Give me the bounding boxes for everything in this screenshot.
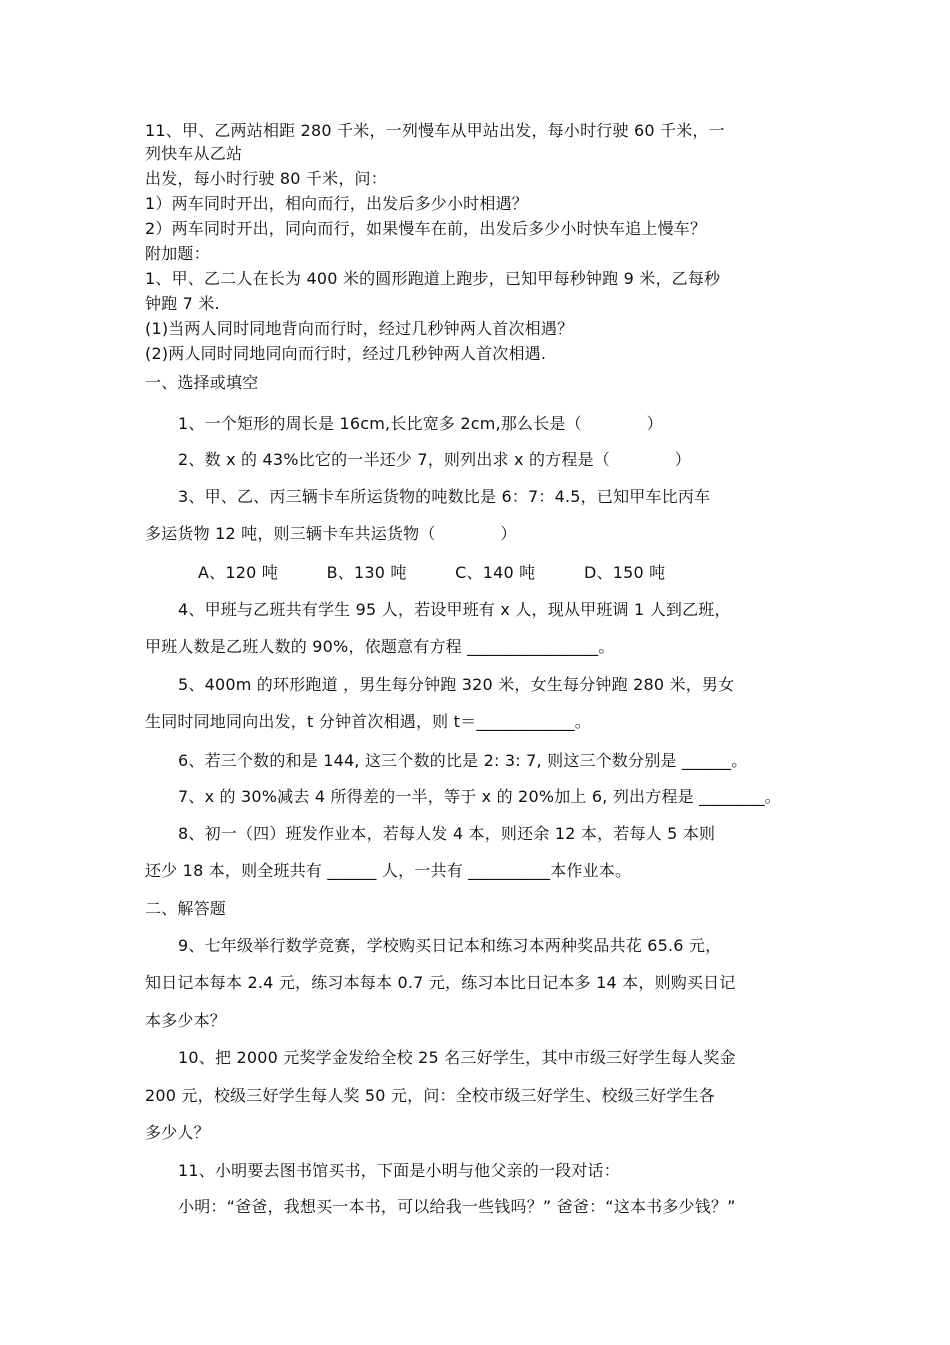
- q9-line-3: 本多少本？: [145, 1011, 227, 1030]
- q10-line-2: 200 元，校级三好学生每人奖 50 元，问：全校市级三好学生、校级三好学生各: [145, 1086, 715, 1105]
- q2-line: 2、数 x 的 43%比它的一半还少 7，则列出求 x 的方程是（ ）: [178, 450, 691, 469]
- bonus-1-line-1: 1、甲、乙二人在长为 400 米的圆形跑道上跑步，已知甲每秒钟跑 9 米，乙每秒: [145, 269, 721, 288]
- q4-line-1: 4、甲班与乙班共有学生 95 人，若设甲班有 x 人，现从甲班调 1 人到乙班，: [178, 600, 731, 619]
- q9-line-1: 9、七年级举行数学竞赛，学校购买日记本和练习本两种奖品共花 65.6 元，: [178, 936, 722, 955]
- bonus-1-question-1: (1)当两人同时同地背向而行时，经过几秒钟两人首次相遇？: [145, 319, 574, 338]
- problem-11-line-3: 出发，每小时行驶 80 千米，问：: [145, 169, 387, 188]
- bonus-heading: 附加题：: [145, 244, 210, 263]
- section-2-heading: 二、解答题: [145, 899, 227, 918]
- q4-line-2: 甲班人数是乙班人数的 90%，依题意有方程 ________________。: [145, 637, 615, 656]
- q5-line-1: 5、400m 的环形跑道 ，男生每分钟跑 320 米，女生每分钟跑 280 米，男女: [178, 675, 735, 694]
- q8-line-1: 8、初一（四）班发作业本，若每人发 4 本，则还余 12 本，若每人 5 本则: [178, 824, 716, 843]
- section-1-heading: 一、选择或填空: [145, 373, 259, 392]
- bonus-1-question-2: (2)两人同时同地同向而行时，经过几秒钟两人首次相遇.: [145, 344, 547, 363]
- problem-11-question-2: 2）两车同时开出，同向而行，如果慢车在前，出发后多少小时快车追上慢车？: [145, 219, 707, 238]
- q6-line: 6、若三个数的和是 144, 这三个数的比是 2: 3: 7, 则这三个数分别是 ______。: [178, 751, 748, 770]
- q3-line-1: 3、甲、乙、丙三辆卡车所运货物的吨数比是 6：7：4.5，已知甲车比丙车: [178, 487, 711, 506]
- q3-line-2: 多运货物 12 吨，则三辆卡车共运货物（ ）: [145, 524, 517, 543]
- problem-11-line-1: 11、甲、乙两站相距 280 千米，一列慢车从甲站出发，每小时行驶 60 千米，一: [145, 121, 725, 140]
- q1-line: 1、一个矩形的周长是 16cm,长比宽多 2cm,那么长是（ ）: [178, 414, 663, 433]
- q7-line: 7、x 的 30%减去 4 所得差的一半，等于 x 的 20%加上 6, 列出方程是 ________。: [178, 787, 781, 806]
- q9-line-2: 知日记本每本 2.4 元，练习本每本 0.7 元，练习本比日记本多 14 本，则购买日记: [145, 973, 736, 992]
- q10-line-1: 10、把 2000 元奖学金发给全校 25 名三好学生，其中市级三好学生每人奖金: [178, 1048, 736, 1067]
- q5-line-2: 生同时同地同向出发，t 分钟首次相遇，则 t＝____________。: [145, 712, 591, 731]
- q8-line-2: 还少 18 本，则全班共有 ______ 人，一共有 __________本作业本。: [145, 861, 632, 880]
- q3-options: A、120 吨 B、130 吨 C、140 吨 D、150 吨: [198, 563, 666, 582]
- q11-dialog-line: 小明：“爸爸，我想买一本书，可以给我一些钱吗？” 爸爸：“这本书多少钱？”: [178, 1197, 736, 1216]
- q10-line-3: 多少人？: [145, 1123, 210, 1142]
- problem-11-line-2: 列快车从乙站: [145, 144, 243, 163]
- bonus-1-line-2: 钟跑 7 米.: [145, 294, 220, 313]
- q11-line-1: 11、小明要去图书馆买书，下面是小明与他父亲的一段对话：: [178, 1161, 620, 1180]
- problem-11-question-1: 1）两车同时开出，相向而行，出发后多少小时相遇？: [145, 194, 528, 213]
